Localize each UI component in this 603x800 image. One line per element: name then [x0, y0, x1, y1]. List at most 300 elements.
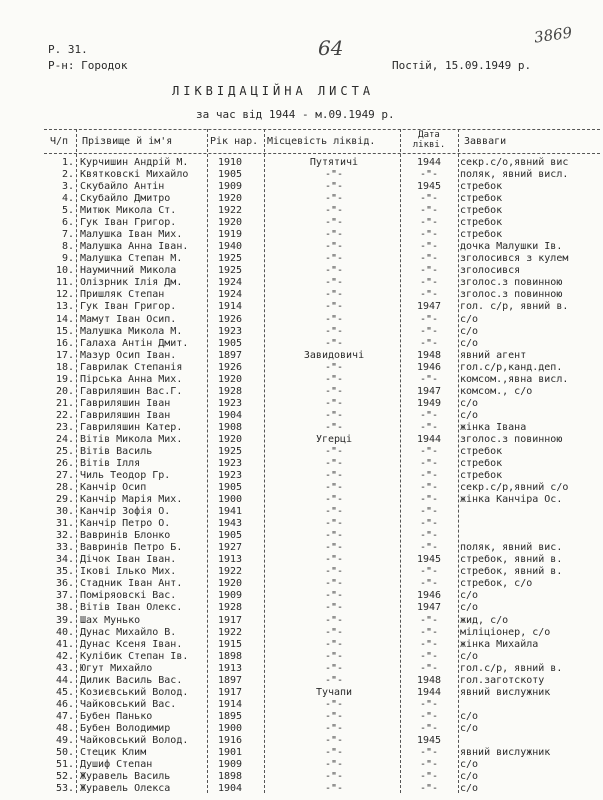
place-liquidated: -"-: [324, 169, 344, 181]
remarks: с/о: [460, 650, 479, 662]
person-name: Гавриляшин Вас.Г.: [80, 385, 183, 397]
place-liquidated: -"-: [324, 722, 344, 734]
birth-year: 1909: [217, 590, 243, 602]
place-liquidated: -"-: [324, 530, 344, 542]
row-number: 22.: [55, 409, 74, 421]
liquidation-date: 1945: [416, 181, 442, 193]
row-number: 7.: [61, 229, 74, 241]
liquidation-date: 1945: [416, 554, 442, 566]
place-liquidated: -"-: [324, 710, 344, 722]
remarks: гол.с/р,канд.деп.: [460, 361, 563, 373]
birth-year: 1904: [217, 409, 243, 421]
birth-year: 1943: [217, 518, 243, 530]
remarks: с/о: [460, 397, 479, 409]
liquidation-date: -"-: [419, 746, 439, 758]
birth-year: 1905: [217, 482, 243, 494]
liquidation-date: -"-: [419, 470, 439, 482]
remarks: стребок: [460, 470, 503, 482]
table-row: [0, 675, 603, 687]
place-liquidated: -"-: [324, 771, 344, 783]
row-number: 14.: [55, 313, 74, 325]
remarks: зголосився: [460, 265, 521, 277]
place-liquidated: -"-: [324, 337, 344, 349]
birth-year: 1926: [217, 313, 243, 325]
row-number: 42.: [55, 650, 74, 662]
person-name: Душиф Степан: [80, 759, 153, 770]
place-liquidated: -"-: [324, 566, 344, 578]
person-name: Курчишин Андрій М.: [80, 157, 189, 168]
place-liquidated: -"-: [324, 650, 344, 662]
table-row: [0, 590, 603, 602]
liquidation-date: -"-: [419, 241, 439, 253]
person-name: Вітів Василь: [80, 445, 153, 457]
person-name: Стецик Клим: [80, 746, 147, 758]
liquidation-date: -"-: [419, 289, 439, 301]
table-row: [0, 711, 603, 723]
row-number: 26.: [55, 458, 74, 469]
place-liquidated: -"-: [324, 746, 344, 758]
person-name: Скубайло Дмитро: [80, 193, 171, 205]
place-liquidated: -"-: [324, 482, 344, 494]
remarks: гол. с/р, явний в.: [460, 301, 569, 313]
remarks: жінка Івана: [460, 421, 527, 433]
row-number: 44.: [55, 674, 74, 686]
liquidation-date: -"-: [419, 542, 439, 554]
row-number: 5.: [61, 205, 74, 217]
remarks: секр.с/р,явний с/о: [460, 482, 569, 494]
liquidation-date: 1949: [416, 397, 442, 409]
person-name: Чиль Теодор Гр.: [80, 470, 171, 482]
person-name: Гавриляшин Катер.: [80, 421, 183, 433]
table-row: [0, 783, 603, 795]
birth-year: 1928: [217, 385, 243, 397]
birth-year: 1897: [217, 349, 243, 361]
place-liquidated: -"-: [324, 445, 344, 457]
row-number: 39.: [55, 614, 74, 626]
liquidation-date: -"-: [419, 458, 439, 469]
birth-year: 1905: [217, 530, 243, 542]
table-row: [0, 494, 603, 506]
row-number: 52.: [55, 771, 74, 783]
birth-year: 1898: [217, 650, 243, 662]
place-liquidated: -"-: [324, 542, 344, 554]
table-row: [0, 759, 603, 771]
place-liquidated: -"-: [324, 385, 344, 397]
liquidation-date: 1947: [416, 602, 442, 614]
remarks: міліціонер, с/о: [460, 626, 551, 638]
remarks: секр.с/о,явний вис: [460, 157, 569, 168]
person-name: Дунас Михайло В.: [80, 626, 177, 638]
birth-year: 1897: [217, 674, 243, 686]
table-row: [0, 506, 603, 518]
birth-year: 1900: [217, 722, 243, 734]
remarks: комсом., с/о: [460, 385, 533, 397]
table-row: [0, 530, 603, 542]
document-subtitle: за час від 1944 - м.09.1949 р.: [196, 108, 395, 121]
row-number: 10.: [55, 265, 74, 277]
table-row: [0, 651, 603, 663]
table-row: [0, 157, 603, 169]
table-row: [0, 566, 603, 578]
table-row: [0, 205, 603, 217]
table-row: [0, 434, 603, 446]
birth-year: 1923: [217, 397, 243, 409]
place-liquidated: Завидовичі: [303, 349, 365, 361]
table-row: [0, 554, 603, 566]
person-name: Дічок Іван Іван.: [80, 554, 177, 566]
place-liquidated: -"-: [324, 361, 344, 373]
table-row: [0, 687, 603, 699]
remarks: стребок: [460, 229, 503, 241]
place-liquidated: -"-: [324, 241, 344, 253]
person-name: Галаха Антін Дмит.: [80, 337, 189, 349]
place-liquidated: -"-: [324, 265, 344, 277]
row-number: 31.: [55, 518, 74, 530]
row-number: 37.: [55, 590, 74, 602]
birth-year: 1914: [217, 301, 243, 313]
table-row: [0, 229, 603, 241]
place-liquidated: -"-: [324, 662, 344, 674]
table-row: [0, 277, 603, 289]
liquidation-date: -"-: [419, 205, 439, 217]
row-number: 48.: [55, 722, 74, 734]
person-name: Кулібик Степан Ів.: [80, 650, 189, 662]
row-number: 45.: [55, 686, 74, 698]
place-liquidated: -"-: [324, 193, 344, 205]
table-row: [0, 663, 603, 675]
liquidation-date: -"-: [419, 265, 439, 277]
person-name: Вітів Ілля: [80, 458, 141, 469]
place-liquidated: -"-: [324, 638, 344, 650]
row-number: 8.: [61, 241, 74, 253]
person-name: Малушка Анна Іван.: [80, 241, 189, 253]
table-row: [0, 169, 603, 181]
birth-year: 1925: [217, 445, 243, 457]
liquidation-date: -"-: [419, 373, 439, 385]
person-name: Пришляк Степан: [80, 289, 165, 301]
remarks: стребок: [460, 445, 503, 457]
table-row: [0, 458, 603, 470]
row-number: 34.: [55, 554, 74, 566]
birth-year: 1922: [217, 566, 243, 578]
table-row: [0, 602, 603, 614]
table-row: [0, 615, 603, 627]
liquidation-date: -"-: [419, 313, 439, 325]
table-row: [0, 181, 603, 193]
row-number: 36.: [55, 578, 74, 590]
person-name: Малушка Іван Мих.: [80, 229, 183, 241]
remarks: с/о: [460, 710, 479, 722]
birth-year: 1925: [217, 253, 243, 265]
row-number: 30.: [55, 506, 74, 518]
row-number: 23.: [55, 421, 74, 433]
remarks: стребок: [460, 205, 503, 217]
table-top-rule: [44, 129, 600, 130]
birth-year: 1909: [217, 759, 243, 770]
liquidation-date: -"-: [419, 482, 439, 494]
place-liquidated: -"-: [324, 494, 344, 506]
liquidation-date: -"-: [419, 193, 439, 205]
birth-year: 1924: [217, 277, 243, 289]
row-number: 12.: [55, 289, 74, 301]
table-row: [0, 326, 603, 338]
remarks: с/о: [460, 590, 479, 602]
remarks: с/о: [460, 409, 479, 421]
place-liquidated: -"-: [324, 301, 344, 313]
liquidation-date: 1948: [416, 349, 442, 361]
birth-year: 1917: [217, 614, 243, 626]
remarks: дочка Малушки Ів.: [460, 241, 563, 253]
liquidation-date: 1946: [416, 361, 442, 373]
column-header: Завваги: [464, 136, 507, 147]
birth-year: 1940: [217, 241, 243, 253]
row-number: 35.: [55, 566, 74, 578]
table-row: [0, 747, 603, 759]
column-header: Рік нар.: [210, 136, 259, 147]
remarks: явний вислужник: [460, 686, 551, 698]
liquidation-date: 1944: [416, 686, 442, 698]
table-row: [0, 374, 603, 386]
birth-year: 1910: [217, 157, 243, 168]
person-name: Журавель Василь: [80, 771, 171, 783]
row-number: 41.: [55, 638, 74, 650]
birth-year: 1919: [217, 229, 243, 241]
person-name: Поміряовскі Вас.: [80, 590, 177, 602]
remarks: явний агент: [460, 349, 527, 361]
column-header: Місцевість ліквід.: [267, 136, 376, 147]
liquidation-date: -"-: [419, 578, 439, 590]
row-number: 1.: [61, 157, 74, 168]
place-liquidated: Угерці: [315, 433, 353, 445]
remarks: поляк, явний висл.: [460, 169, 569, 181]
row-number: 9.: [61, 253, 74, 265]
birth-year: 1901: [217, 746, 243, 758]
person-name: Малушка Микола М.: [80, 325, 183, 337]
person-name: Чайковський Волод.: [80, 734, 189, 746]
remarks: зголос.з повинною: [460, 433, 563, 445]
handwritten-stamp-number: 3869: [532, 23, 574, 47]
remarks: явний вислужник: [460, 746, 551, 758]
liquidation-date: 1945: [416, 734, 442, 746]
person-name: Мазур Осип Іван.: [80, 349, 177, 361]
birth-year: 1900: [217, 494, 243, 506]
row-number: 3.: [61, 181, 74, 193]
remarks: стребок: [460, 458, 503, 469]
liquidation-date: -"-: [419, 409, 439, 421]
table-row: [0, 289, 603, 301]
remarks: с/о: [460, 602, 479, 614]
remarks: комсом.,явна висл.: [460, 373, 569, 385]
row-number: 49.: [55, 734, 74, 746]
person-name: Канчір Петро О.: [80, 518, 171, 530]
birth-year: 1916: [217, 734, 243, 746]
location-date: Постій, 15.09.1949 р.: [392, 59, 532, 72]
liquidation-date: -"-: [419, 783, 439, 795]
remarks: зголос.з повинною: [460, 277, 563, 289]
table-row: [0, 627, 603, 639]
table-row: [0, 193, 603, 205]
row-number: 33.: [55, 542, 74, 554]
person-name: Козиєвський Волод.: [80, 686, 189, 698]
row-number: 4.: [61, 193, 74, 205]
birth-year: 1920: [217, 433, 243, 445]
place-liquidated: -"-: [324, 783, 344, 795]
person-name: Дилик Василь Вас.: [80, 674, 183, 686]
person-name: Гавриляшин Іван: [80, 397, 171, 409]
liquidation-date: -"-: [419, 710, 439, 722]
liquidation-date: -"-: [419, 614, 439, 626]
table-row: [0, 253, 603, 265]
liquidation-date: -"-: [419, 277, 439, 289]
place-liquidated: -"-: [324, 458, 344, 469]
birth-year: 1895: [217, 710, 243, 722]
remarks: поляк, явний вис.: [460, 542, 563, 554]
table-row: [0, 314, 603, 326]
person-name: Дунас Ксеня Іван.: [80, 638, 183, 650]
liquidation-date: -"-: [419, 518, 439, 530]
remarks: стребок: [460, 181, 503, 193]
birth-year: 1941: [217, 506, 243, 518]
birth-year: 1920: [217, 373, 243, 385]
table-header-rule: [44, 153, 600, 154]
person-name: Журавель Олекса: [80, 783, 171, 795]
place-liquidated: -"-: [324, 674, 344, 686]
place-liquidated: -"-: [324, 229, 344, 241]
row-number: 40.: [55, 626, 74, 638]
remarks: стребок, с/о: [460, 578, 533, 590]
row-number: 29.: [55, 494, 74, 506]
table-row: [0, 482, 603, 494]
birth-year: 1905: [217, 169, 243, 181]
birth-year: 1905: [217, 337, 243, 349]
remarks: с/о: [460, 722, 479, 734]
birth-year: 1923: [217, 458, 243, 469]
row-number: 46.: [55, 698, 74, 710]
place-liquidated: -"-: [324, 602, 344, 614]
birth-year: 1898: [217, 771, 243, 783]
remarks: гол.заготскоту: [460, 674, 545, 686]
row-number: 13.: [55, 301, 74, 313]
column-header: Дата лікві.: [412, 130, 446, 150]
liquidation-date: -"-: [419, 698, 439, 710]
remarks: гол.с/р, явний в.: [460, 662, 563, 674]
table-row: [0, 735, 603, 747]
person-name: Стадник Іван Ант.: [80, 578, 183, 590]
person-name: Шах Мунько: [80, 614, 141, 626]
person-name: Чайковський Вас.: [80, 698, 177, 710]
place-liquidated: -"-: [324, 325, 344, 337]
liquidation-date: -"-: [419, 650, 439, 662]
liquidation-date: 1944: [416, 433, 442, 445]
place-liquidated: -"-: [324, 614, 344, 626]
archive-reference: Р. 31.: [48, 43, 88, 56]
remarks: жид, с/о: [460, 614, 509, 626]
remarks: стребок: [460, 193, 503, 205]
person-name: Наумичний Микола: [80, 265, 177, 277]
liquidation-date: -"-: [419, 325, 439, 337]
remarks: стребок, явний в.: [460, 566, 563, 578]
person-name: Митюк Микола Ст.: [80, 205, 177, 217]
person-name: Ікові Ілько Мих.: [80, 566, 177, 578]
row-number: 11.: [55, 277, 74, 289]
remarks: стребок, явний в.: [460, 554, 563, 566]
row-number: 21.: [55, 397, 74, 409]
place-liquidated: -"-: [324, 421, 344, 433]
row-number: 32.: [55, 530, 74, 542]
place-liquidated: -"-: [324, 626, 344, 638]
liquidation-date: 1947: [416, 385, 442, 397]
birth-year: 1923: [217, 325, 243, 337]
row-number: 17.: [55, 349, 74, 361]
liquidation-date: -"-: [419, 337, 439, 349]
liquidation-date: -"-: [419, 229, 439, 241]
person-name: Бубен Володимир: [80, 722, 171, 734]
place-liquidated: -"-: [324, 578, 344, 590]
birth-year: 1914: [217, 698, 243, 710]
table-row: [0, 241, 603, 253]
person-name: Гаврилак Степанія: [80, 361, 183, 373]
remarks: с/о: [460, 759, 479, 770]
person-name: Канчір Осип: [80, 482, 147, 494]
birth-year: 1920: [217, 217, 243, 229]
person-name: Гук Іван Григор.: [80, 301, 177, 313]
column-header: Ч/п: [50, 136, 69, 147]
table-row: [0, 265, 603, 277]
table-row: [0, 542, 603, 554]
liquidation-date: 1946: [416, 590, 442, 602]
remarks: с/о: [460, 771, 479, 783]
place-liquidated: -"-: [324, 205, 344, 217]
table-row: [0, 771, 603, 783]
person-name: Вітів Микола Мих.: [80, 433, 183, 445]
remarks: жінка Михайла: [460, 638, 539, 650]
person-name: Пірська Анна Мих.: [80, 373, 183, 385]
table-row: [0, 217, 603, 229]
row-number: 19.: [55, 373, 74, 385]
row-number: 28.: [55, 482, 74, 494]
row-number: 51.: [55, 759, 74, 770]
birth-year: 1904: [217, 783, 243, 795]
table-row: [0, 639, 603, 651]
remarks: зголос.з повинною: [460, 289, 563, 301]
place-liquidated: -"-: [324, 313, 344, 325]
place-liquidated: -"-: [324, 734, 344, 746]
table-row: [0, 301, 603, 313]
birth-year: 1917: [217, 686, 243, 698]
remarks: с/о: [460, 337, 479, 349]
place-liquidated: -"-: [324, 506, 344, 518]
person-name: Квятковскі Михайло: [80, 169, 189, 181]
liquidation-date: -"-: [419, 566, 439, 578]
place-liquidated: -"-: [324, 518, 344, 530]
place-liquidated: -"-: [324, 590, 344, 602]
birth-year: 1922: [217, 626, 243, 638]
place-liquidated: -"-: [324, 759, 344, 770]
table-row: [0, 386, 603, 398]
table-row: [0, 723, 603, 735]
place-liquidated: -"-: [324, 253, 344, 265]
liquidation-date: -"-: [419, 638, 439, 650]
district-label: Р-н: Городок: [48, 59, 128, 72]
person-name: Олізрник Ілія Дм.: [80, 277, 183, 289]
table-row: [0, 578, 603, 590]
place-liquidated: -"-: [324, 277, 344, 289]
remarks: жінка Канчіра Ос.: [460, 494, 563, 506]
birth-year: 1922: [217, 205, 243, 217]
table-row: [0, 338, 603, 350]
place-liquidated: -"-: [324, 289, 344, 301]
row-number: 24.: [55, 433, 74, 445]
